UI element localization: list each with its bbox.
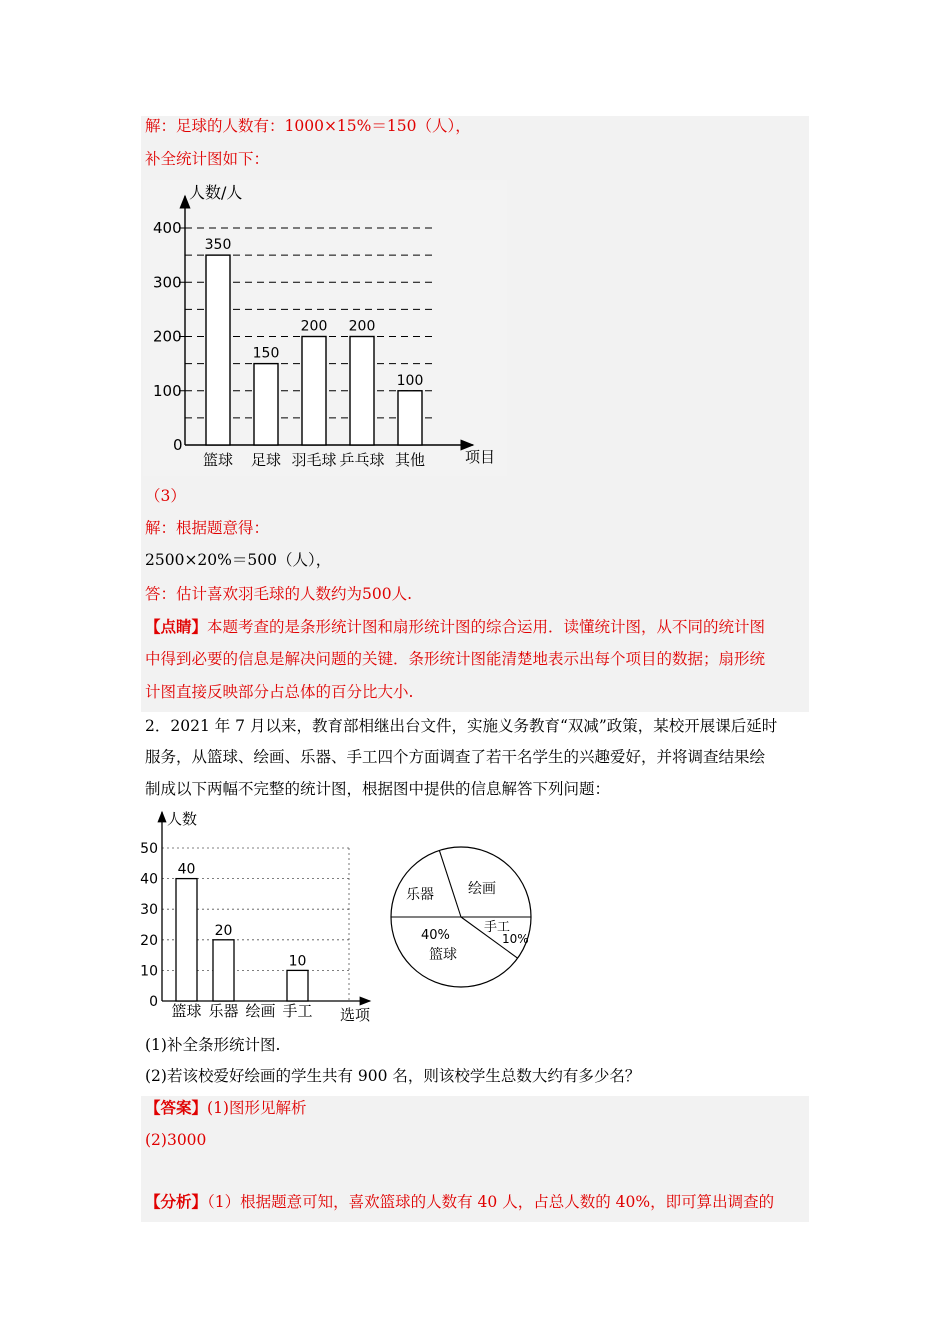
question2-sub-2: (2)若该校爱好绘画的学生共有 900 名，则该校学生总数大约有多少名？ (145, 1067, 641, 1085)
pie-slice-percent-lanqiu: 40% (421, 928, 450, 943)
x-tick-label: 足球 (250, 451, 282, 469)
pie-slice-percent-shougong: 10% (502, 932, 529, 946)
y-tick-label: 40 (140, 871, 158, 888)
x-tick-label: 其他 (394, 451, 426, 469)
x-tick-label: 手工 (282, 1002, 313, 1020)
bar-value-label: 350 (204, 237, 232, 254)
y-axis-label: 人数/人 (189, 183, 243, 202)
y-tick-label: 10 (140, 963, 158, 980)
y-tick-label: 0 (149, 994, 158, 1010)
dianjing-line-1 (145, 617, 765, 637)
x-axis-label: 项目 (465, 448, 496, 466)
question2-line-3: 制成以下两幅不完整的统计图，根据图中提供的信息解答下列问题： (145, 780, 611, 798)
y-axis-label: 人数 (167, 810, 198, 828)
part3-line-calc (145, 550, 331, 570)
chart-hobby-bar (140, 806, 380, 1028)
pie-slice-label-yueqi: 乐器 (406, 887, 434, 903)
analysis-tag: 【分析】 (145, 1192, 208, 1211)
y-tick-label: 200 (153, 327, 182, 346)
part3-line-solve: 解：根据题意得： (145, 519, 270, 537)
dianjing-tag: 【点睛】 (145, 617, 208, 636)
y-tick-label: 0 (173, 436, 183, 454)
bar-value-label: 200 (300, 318, 328, 335)
x-tick-label: 乒乓球 (339, 451, 385, 469)
y-tick-label: 300 (153, 273, 182, 292)
x-tick-label: 绘画 (245, 1002, 276, 1020)
bar (206, 255, 230, 445)
question2-line-1: 2．2021 年 7 月以来，教育部相继出台文件，实施义务教育“双减”政策，某校开展课后延时 (145, 717, 778, 735)
question2-sub-1: (1)补全条形统计图. (145, 1036, 281, 1054)
dianjing-line-2: 中得到必要的信息是解决问题的关键．条形统计图能清楚地表示出每个项目的数据；扇形统 (145, 650, 766, 668)
pie-slice-label-huihua: 绘画 (468, 881, 496, 897)
question2-line-2: 服务，从篮球、绘画、乐器、手工四个方面调查了若干名学生的兴趣爱好，并将调查结果绘 (145, 748, 766, 766)
analysis-text-1: （1）根据题意可知，喜欢篮球的人数有 40 人，占总人数的 40%，即可算出调查的 (207, 1193, 775, 1211)
bar (350, 337, 374, 446)
bar (287, 970, 308, 1001)
x-tick-label: 篮球 (202, 451, 234, 469)
bar-value-label: 150 (252, 345, 280, 362)
x-tick-label: 乐器 (208, 1002, 239, 1020)
bar-value-label: 200 (348, 318, 376, 335)
y-tick-label: 50 (140, 841, 158, 857)
y-tick-label: 30 (140, 902, 158, 919)
y-tick-label: 400 (153, 219, 182, 237)
chart-sports-bar (143, 180, 507, 476)
answer-line-2: (2)3000 (145, 1131, 207, 1149)
bar (176, 879, 197, 1001)
analysis-line-1 (145, 1192, 774, 1212)
bar (398, 391, 422, 445)
x-tick-label: 羽毛球 (291, 451, 337, 469)
solution-line-complete-chart: 补全统计图如下： (145, 150, 270, 168)
bar-value-label: 20 (214, 922, 233, 939)
part3-calc-text: 2500×20%＝500（人）， (145, 551, 332, 569)
bar (302, 337, 326, 446)
bar-value-label: 100 (396, 372, 424, 389)
pie-slice-label-shougong: 手工 (484, 920, 511, 935)
x-tick-label: 篮球 (171, 1002, 202, 1020)
answer-tag: 【答案】 (145, 1098, 208, 1117)
answer-line-1 (145, 1098, 306, 1118)
bar (213, 940, 234, 1001)
bar-value-label: 40 (177, 861, 196, 878)
x-axis-label: 选项 (340, 1006, 371, 1024)
chart-pie-svg (388, 842, 538, 994)
chart-hobby-pie (388, 842, 538, 994)
part3-label: （3） (145, 487, 186, 505)
chart-sports-svg (143, 180, 507, 476)
answer-text-1: (1)图形见解析 (207, 1099, 307, 1117)
chart-hobby-svg (140, 806, 380, 1028)
bar (254, 364, 278, 445)
pie-slice-label-lanqiu: 篮球 (429, 947, 457, 963)
part3-line-answer: 答：估计喜欢羽毛球的人数约为500人. (145, 585, 413, 603)
y-tick-label: 100 (153, 381, 182, 400)
bar-value-label: 10 (288, 953, 307, 970)
dianjing-line-3: 计图直接反映部分占总体的百分比大小. (145, 683, 414, 701)
dianjing-text-1: 本题考查的是条形统计图和扇形统计图的综合运用．读懂统计图，从不同的统计图 (207, 618, 766, 636)
solution-line-football: 解：足球的人数有：1000×15%＝150（人）， (145, 117, 471, 135)
y-tick-label: 20 (140, 932, 158, 949)
